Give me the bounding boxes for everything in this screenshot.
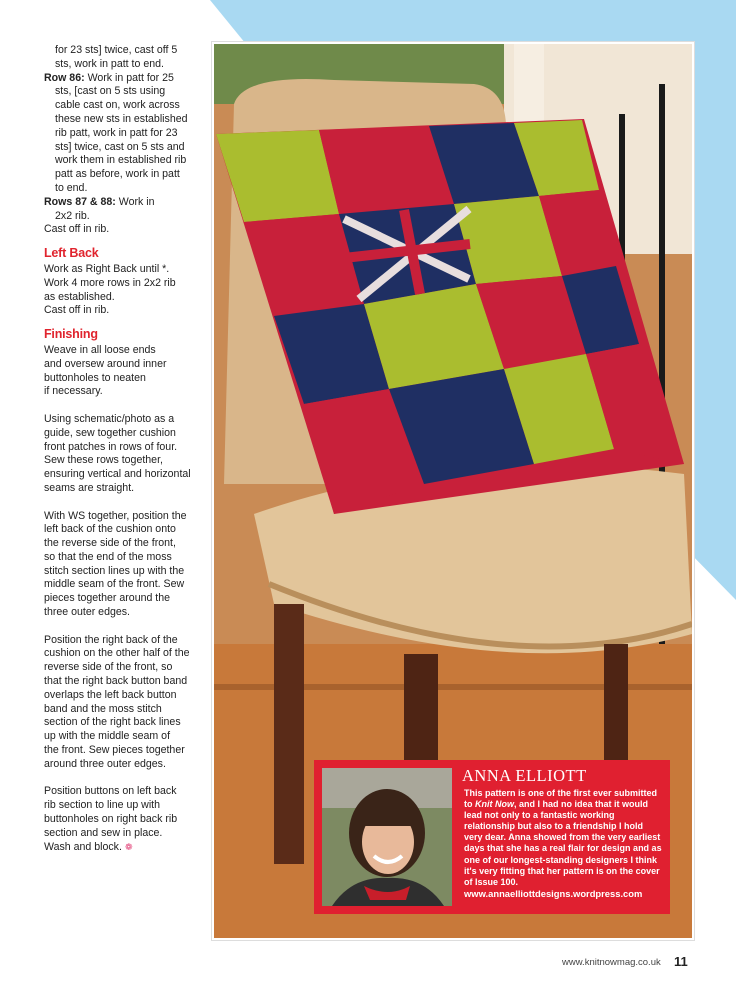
finishing-line: the front. Sew pieces together: [44, 744, 185, 757]
finishing-line: seams are straight.: [44, 481, 135, 494]
footer-url[interactable]: www.knitnowmag.co.uk: [562, 957, 661, 968]
magazine-name: Knit Now: [475, 799, 514, 810]
rows-87-text: Work in: [115, 195, 155, 208]
left-back-line: as established.: [44, 290, 115, 303]
finishing-line: section of the right back lines: [44, 716, 181, 729]
finishing-line: the reverse side of the front,: [44, 537, 176, 550]
finishing-line: reverse side of the front, so: [44, 661, 173, 674]
finishing-last-line: [44, 841, 204, 855]
pattern-line: to end.: [55, 181, 88, 194]
rows-87-label: Rows 87 & 88:: [44, 195, 116, 208]
finishing-line: ensuring vertical and horizontal: [44, 468, 191, 481]
finishing-line: cushion on the other half of the: [44, 647, 190, 660]
pattern-line: sts] twice, cast on 5 sts and: [55, 140, 185, 153]
finishing-heading: Finishing: [44, 327, 98, 342]
designer-box: [314, 760, 670, 914]
pattern-line: for 23 sts] twice, cast off 5: [55, 44, 178, 56]
finishing-line: stitch section lines up with the: [44, 564, 185, 577]
finishing-line: middle seam of the front. Sew: [44, 578, 185, 591]
pattern-line: sts, [cast on 5 sts using: [55, 85, 166, 98]
finishing-line: around three outer edges.: [44, 757, 166, 770]
left-back-heading: Left Back: [44, 246, 99, 261]
finishing-line: With WS together, position the: [44, 509, 187, 522]
designer-name: ANNA ELLIOTT: [462, 766, 587, 785]
pattern-line: cable cast on, work across: [55, 99, 180, 112]
pattern-line: rib patt, work in patt for 23: [55, 126, 178, 139]
pattern-line: these new sts in established: [55, 112, 188, 125]
designer-bio-text: , and I had no idea that it would lead not only to a fantastic working relationship but also to a friendship I hold very dear. Anna showed from the very earliest days that she has a real flair for design and as one of our longest-standing designers I think it's very fitting that her pattern is on the cover of Issue 100.: [464, 799, 662, 887]
finishing-line: pieces together around the: [44, 592, 171, 605]
finishing-line: so that the end of the moss: [44, 550, 172, 563]
finishing-line: that the right back button band: [44, 675, 188, 688]
pattern-text-column: [44, 44, 204, 854]
finishing-line: Position the right back of the: [44, 633, 178, 646]
finishing-line: Sew these rows together,: [44, 454, 163, 467]
designer-bio: [464, 788, 664, 888]
designer-url[interactable]: www.annaelliottdesigns.wordpress.com: [464, 888, 643, 899]
pattern-line: 2x2 rib.: [55, 209, 90, 222]
finishing-line: left back of the cushion onto: [44, 523, 176, 536]
finishing-line: buttonholes to neaten: [44, 371, 146, 384]
finishing-line: Weave in all loose ends: [44, 343, 156, 356]
designer-portrait: [322, 768, 452, 906]
row-86-text: Work in patt for 25: [84, 71, 174, 84]
finishing-line: section and sew in place.: [44, 826, 163, 839]
finishing-line: if necessary.: [44, 385, 103, 398]
pattern-line: Cast off in rib.: [44, 223, 110, 236]
finishing-line: Position buttons on left back: [44, 785, 177, 798]
pattern-line: work them in established rib: [55, 154, 187, 167]
finishing-line: Using schematic/photo as a: [44, 412, 175, 425]
finishing-line: guide, sew together cushion: [44, 426, 176, 439]
pattern-line: patt as before, work in patt: [55, 168, 180, 181]
pattern-line: sts, work in patt to end.: [55, 57, 164, 70]
finishing-line: and oversew around inner: [44, 357, 167, 370]
finishing-line: rib section to line up with: [44, 799, 161, 812]
row-86-label: Row 86:: [44, 71, 85, 84]
left-back-line: Work as Right Back until *.: [44, 262, 170, 275]
row-86-line: [44, 72, 204, 86]
left-back-line: Cast off in rib.: [44, 304, 110, 317]
finishing-line: band and the moss stitch: [44, 702, 162, 715]
designer-bio-text: This pattern is one of the first ever submitted to: [464, 788, 658, 810]
end-flower-icon: ❁: [124, 841, 133, 852]
finishing-line: three outer edges.: [44, 606, 130, 619]
finishing-line: buttonholes on right back rib: [44, 813, 178, 826]
left-back-line: Work 4 more rows in 2x2 rib: [44, 276, 176, 289]
finishing-line: up with the middle seam of: [44, 730, 171, 743]
page-number: 11: [674, 954, 688, 969]
finishing-line: overlaps the left back button: [44, 688, 177, 701]
rows-87-line: [44, 196, 204, 210]
finishing-line: front patches in rows of four.: [44, 440, 178, 453]
finishing-last-text: Wash and block.: [44, 840, 122, 853]
